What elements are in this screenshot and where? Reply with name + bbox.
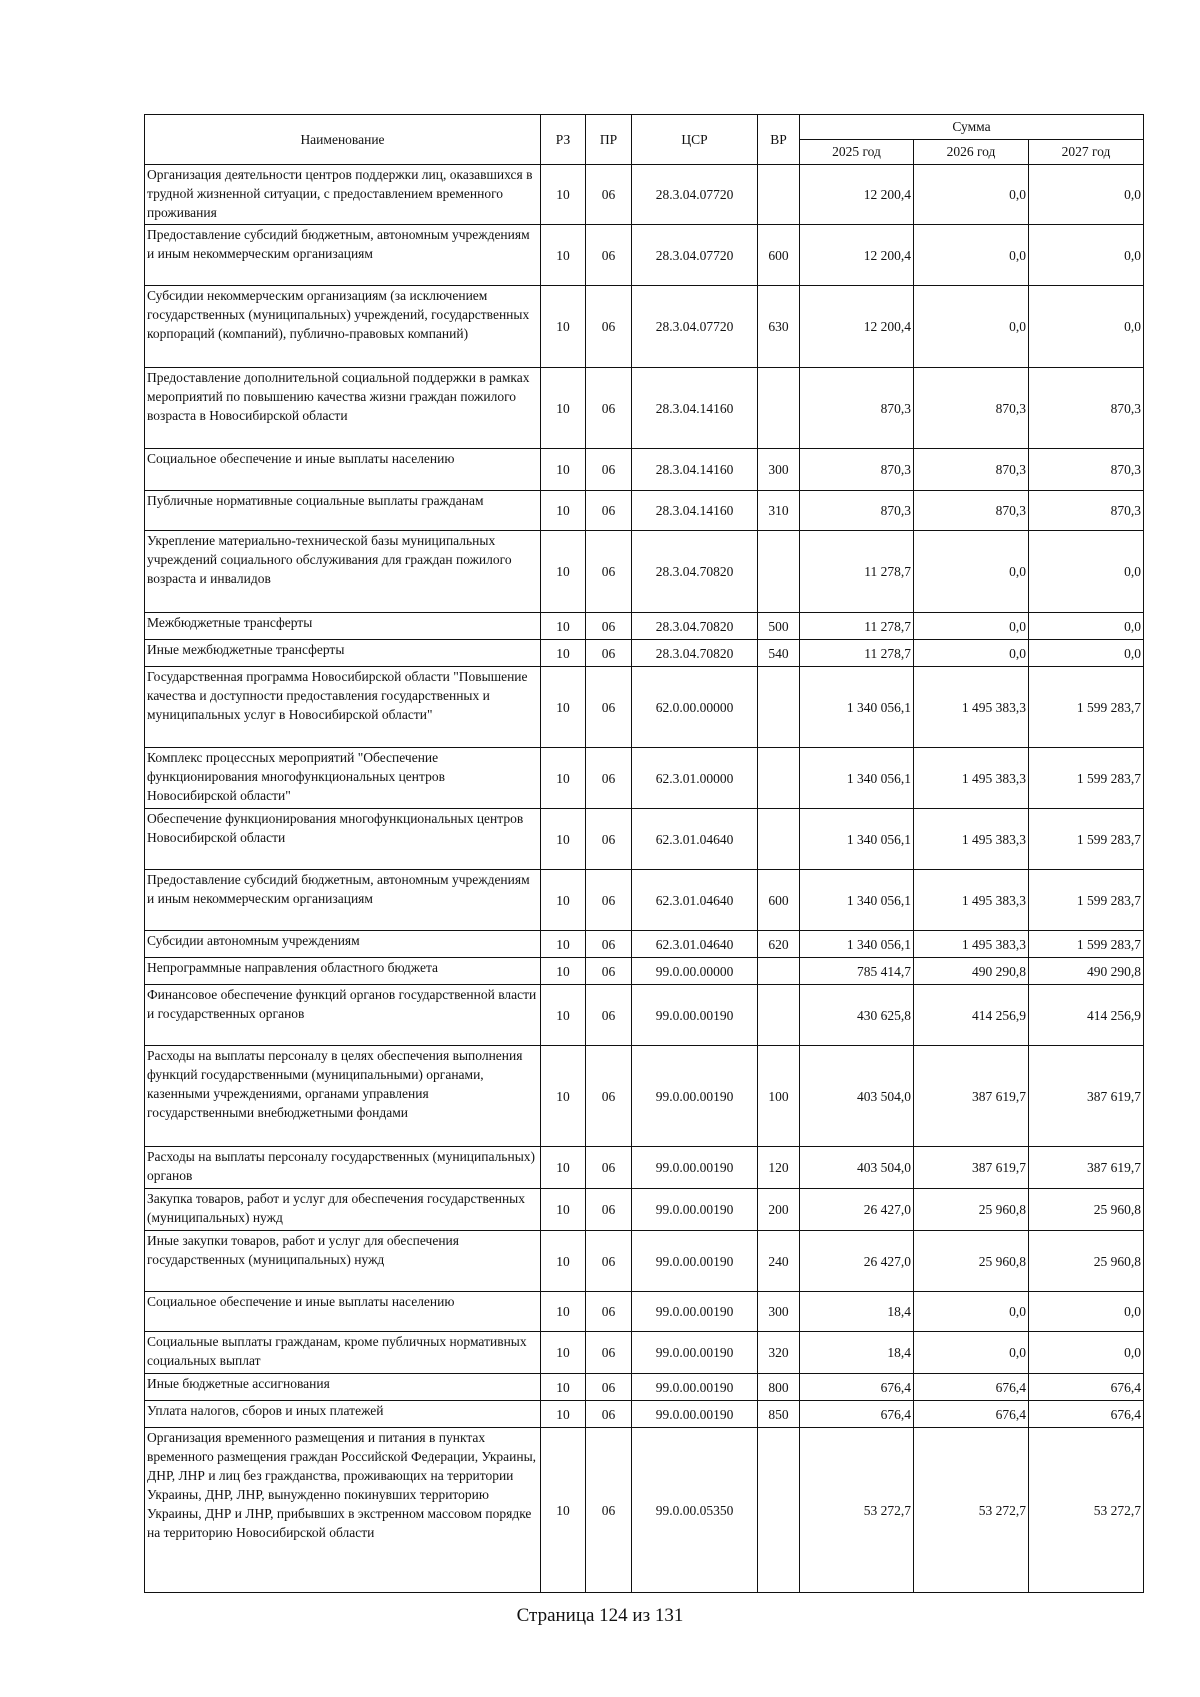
cell-vr: 240 [758,1231,800,1292]
table-row [145,870,1144,931]
table-body [145,165,1144,1593]
cell-name: Уплата налогов, сборов и иных платежей [145,1401,541,1428]
cell-vr: 300 [758,1292,800,1332]
cell-vr [758,809,800,870]
cell-pr: 06 [586,1332,632,1374]
cell-pr: 06 [586,958,632,985]
cell-amount-2026: 870,3 [914,491,1029,531]
cell-amount-2025: 870,3 [800,449,914,491]
cell-amount-2027: 387 619,7 [1029,1147,1144,1189]
cell-csr: 28.3.04.07720 [632,286,758,368]
cell-name: Организация деятельности центров поддержки лиц, оказавшихся в трудной жизненной ситуации, с предоставлением временного проживания [145,165,541,225]
cell-amount-2026: 414 256,9 [914,985,1029,1046]
budget-table [144,114,1144,1593]
cell-amount-2026: 53 272,7 [914,1428,1029,1593]
cell-amount-2027: 676,4 [1029,1401,1144,1428]
cell-pr: 06 [586,640,632,667]
cell-amount-2025: 676,4 [800,1374,914,1401]
cell-csr: 28.3.04.70820 [632,613,758,640]
cell-amount-2026: 0,0 [914,640,1029,667]
cell-rz: 10 [541,449,586,491]
header-vr: ВР [758,115,800,165]
cell-amount-2025: 18,4 [800,1332,914,1374]
cell-rz: 10 [541,286,586,368]
cell-csr: 99.0.00.05350 [632,1428,758,1593]
cell-rz: 10 [541,1231,586,1292]
cell-rz: 10 [541,613,586,640]
table-row [145,958,1144,985]
cell-vr [758,368,800,449]
cell-amount-2025: 403 504,0 [800,1046,914,1147]
cell-amount-2027: 0,0 [1029,165,1144,225]
table-row [145,531,1144,613]
cell-name: Расходы на выплаты персоналу государственных (муниципальных) органов [145,1147,541,1189]
cell-amount-2025: 12 200,4 [800,286,914,368]
cell-csr: 99.0.00.00190 [632,1147,758,1189]
cell-csr: 99.0.00.00190 [632,985,758,1046]
cell-amount-2027: 1 599 283,7 [1029,870,1144,931]
cell-amount-2025: 1 340 056,1 [800,809,914,870]
cell-amount-2025: 11 278,7 [800,531,914,613]
cell-vr: 630 [758,286,800,368]
table-row [145,1292,1144,1332]
cell-amount-2026: 25 960,8 [914,1189,1029,1231]
cell-name: Государственная программа Новосибирской области "Повышение качества и доступности предоставления государственных и муниципальных услуг в Новосибирской области" [145,667,541,748]
cell-vr: 100 [758,1046,800,1147]
cell-amount-2027: 0,0 [1029,613,1144,640]
cell-amount-2025: 1 340 056,1 [800,748,914,809]
cell-name: Социальные выплаты гражданам, кроме публичных нормативных социальных выплат [145,1332,541,1374]
cell-amount-2027: 0,0 [1029,1332,1144,1374]
cell-amount-2025: 1 340 056,1 [800,870,914,931]
cell-name: Публичные нормативные социальные выплаты гражданам [145,491,541,531]
cell-amount-2025: 26 427,0 [800,1231,914,1292]
table-row [145,165,1144,225]
cell-rz: 10 [541,1189,586,1231]
cell-rz: 10 [541,165,586,225]
cell-csr: 99.0.00.00190 [632,1046,758,1147]
cell-pr: 06 [586,225,632,286]
cell-rz: 10 [541,640,586,667]
cell-name: Организация временного размещения и питания в пунктах временного размещения граждан Российской Федерации, Украины, ДНР, ЛНР и лиц без гражданства, проживающих на территории Украины, ДНР, ЛНР, вынужденно покинувших территорию Украины, ДНР и ЛНР, прибывших в экстренном массовом порядке на территорию Новосибирской области [145,1428,541,1593]
cell-csr: 99.0.00.00000 [632,958,758,985]
cell-rz: 10 [541,368,586,449]
cell-name: Иные закупки товаров, работ и услуг для обеспечения государственных (муниципальных) нужд [145,1231,541,1292]
cell-pr: 06 [586,1231,632,1292]
cell-amount-2026: 0,0 [914,165,1029,225]
cell-amount-2026: 0,0 [914,225,1029,286]
header-name: Наименование [145,115,541,165]
cell-amount-2026: 676,4 [914,1374,1029,1401]
table-row [145,449,1144,491]
cell-amount-2027: 25 960,8 [1029,1189,1144,1231]
cell-amount-2027: 53 272,7 [1029,1428,1144,1593]
cell-rz: 10 [541,1374,586,1401]
cell-pr: 06 [586,1401,632,1428]
cell-csr: 28.3.04.07720 [632,225,758,286]
cell-amount-2025: 12 200,4 [800,225,914,286]
cell-amount-2025: 1 340 056,1 [800,931,914,958]
table-row [145,1428,1144,1593]
cell-vr [758,165,800,225]
header-pr: ПР [586,115,632,165]
table-row [145,491,1144,531]
cell-vr [758,531,800,613]
cell-amount-2027: 1 599 283,7 [1029,748,1144,809]
cell-amount-2025: 11 278,7 [800,640,914,667]
cell-pr: 06 [586,748,632,809]
cell-name: Расходы на выплаты персоналу в целях обеспечения выполнения функций государственными (муниципальными) органами, казенными учреждениями, органами управления государственными внебюджетными фондами [145,1046,541,1147]
cell-rz: 10 [541,225,586,286]
table-row [145,809,1144,870]
cell-amount-2026: 1 495 383,3 [914,870,1029,931]
cell-amount-2025: 785 414,7 [800,958,914,985]
cell-amount-2027: 387 619,7 [1029,1046,1144,1147]
cell-rz: 10 [541,931,586,958]
cell-name: Субсидии автономным учреждениям [145,931,541,958]
cell-rz: 10 [541,958,586,985]
cell-name: Предоставление субсидий бюджетным, автономным учреждениям и иным некоммерческим организациям [145,870,541,931]
cell-name: Предоставление субсидий бюджетным, автономным учреждениям и иным некоммерческим организациям [145,225,541,286]
cell-pr: 06 [586,1046,632,1147]
cell-vr: 850 [758,1401,800,1428]
cell-pr: 06 [586,613,632,640]
cell-pr: 06 [586,870,632,931]
cell-pr: 06 [586,1147,632,1189]
table-row [145,640,1144,667]
cell-vr: 120 [758,1147,800,1189]
header-sum: Сумма [800,115,1144,140]
table-row [145,286,1144,368]
cell-name: Финансовое обеспечение функций органов государственной власти и государственных органов [145,985,541,1046]
cell-amount-2027: 0,0 [1029,225,1144,286]
cell-csr: 99.0.00.00190 [632,1189,758,1231]
cell-csr: 99.0.00.00190 [632,1231,758,1292]
cell-vr [758,748,800,809]
cell-vr: 540 [758,640,800,667]
cell-amount-2026: 490 290,8 [914,958,1029,985]
cell-csr: 28.3.04.70820 [632,640,758,667]
cell-amount-2026: 387 619,7 [914,1046,1029,1147]
cell-vr: 800 [758,1374,800,1401]
cell-pr: 06 [586,449,632,491]
cell-pr: 06 [586,368,632,449]
cell-amount-2025: 26 427,0 [800,1189,914,1231]
table-row [145,1374,1144,1401]
cell-vr: 600 [758,225,800,286]
cell-pr: 06 [586,531,632,613]
cell-name: Укрепление материально-технической базы муниципальных учреждений социального обслуживания для граждан пожилого возраста и инвалидов [145,531,541,613]
cell-rz: 10 [541,667,586,748]
cell-amount-2026: 676,4 [914,1401,1029,1428]
cell-amount-2025: 18,4 [800,1292,914,1332]
table-row [145,1147,1144,1189]
cell-amount-2027: 0,0 [1029,531,1144,613]
cell-amount-2026: 1 495 383,3 [914,667,1029,748]
cell-csr: 99.0.00.00190 [632,1332,758,1374]
cell-amount-2027: 0,0 [1029,1292,1144,1332]
cell-amount-2026: 25 960,8 [914,1231,1029,1292]
table-row [145,667,1144,748]
cell-vr [758,958,800,985]
cell-amount-2027: 0,0 [1029,640,1144,667]
cell-amount-2026: 0,0 [914,531,1029,613]
cell-name: Субсидии некоммерческим организациям (за исключением государственных (муниципальных) учреждений, государственных корпораций (компаний), публично-правовых компаний) [145,286,541,368]
table-row [145,1332,1144,1374]
cell-vr: 310 [758,491,800,531]
cell-csr: 62.0.00.00000 [632,667,758,748]
cell-pr: 06 [586,1292,632,1332]
cell-rz: 10 [541,491,586,531]
header-year-2025: 2025 год [800,140,914,165]
cell-rz: 10 [541,809,586,870]
cell-amount-2026: 870,3 [914,368,1029,449]
cell-vr: 500 [758,613,800,640]
cell-name: Социальное обеспечение и иные выплаты населению [145,449,541,491]
cell-amount-2027: 1 599 283,7 [1029,667,1144,748]
header-year-2026: 2026 год [914,140,1029,165]
cell-amount-2026: 0,0 [914,613,1029,640]
page-number: Страница 124 из 131 [516,1605,684,1626]
cell-pr: 06 [586,1189,632,1231]
cell-name: Комплекс процессных мероприятий "Обеспечение функционирования многофункциональных центров Новосибирской области" [145,748,541,809]
cell-amount-2025: 676,4 [800,1401,914,1428]
cell-amount-2026: 1 495 383,3 [914,809,1029,870]
cell-rz: 10 [541,1428,586,1593]
cell-amount-2025: 1 340 056,1 [800,667,914,748]
cell-vr: 300 [758,449,800,491]
cell-amount-2027: 870,3 [1029,449,1144,491]
cell-rz: 10 [541,1292,586,1332]
cell-rz: 10 [541,1046,586,1147]
cell-csr: 28.3.04.14160 [632,449,758,491]
cell-name: Предоставление дополнительной социальной поддержки в рамках мероприятий по повышению качества жизни граждан пожилого возраста в Новосибирской области [145,368,541,449]
cell-rz: 10 [541,748,586,809]
table-row [145,931,1144,958]
cell-amount-2027: 1 599 283,7 [1029,931,1144,958]
cell-pr: 06 [586,985,632,1046]
table-row [145,1401,1144,1428]
cell-name: Иные бюджетные ассигнования [145,1374,541,1401]
cell-amount-2027: 870,3 [1029,368,1144,449]
cell-csr: 62.3.01.04640 [632,870,758,931]
cell-amount-2026: 0,0 [914,286,1029,368]
cell-amount-2027: 870,3 [1029,491,1144,531]
table-row [145,748,1144,809]
cell-pr: 06 [586,491,632,531]
cell-vr [758,667,800,748]
cell-name: Иные межбюджетные трансферты [145,640,541,667]
cell-amount-2026: 387 619,7 [914,1147,1029,1189]
cell-rz: 10 [541,1401,586,1428]
table-row [145,1189,1144,1231]
cell-csr: 28.3.04.70820 [632,531,758,613]
cell-amount-2027: 414 256,9 [1029,985,1144,1046]
table-row [145,225,1144,286]
table-row [145,1046,1144,1147]
cell-csr: 99.0.00.00190 [632,1292,758,1332]
cell-pr: 06 [586,931,632,958]
cell-rz: 10 [541,531,586,613]
cell-csr: 28.3.04.07720 [632,165,758,225]
cell-csr: 62.3.01.04640 [632,809,758,870]
cell-rz: 10 [541,985,586,1046]
cell-amount-2025: 430 625,8 [800,985,914,1046]
cell-csr: 99.0.00.00190 [632,1401,758,1428]
cell-pr: 06 [586,1374,632,1401]
cell-amount-2025: 870,3 [800,491,914,531]
table-row [145,1231,1144,1292]
cell-rz: 10 [541,1147,586,1189]
cell-amount-2025: 53 272,7 [800,1428,914,1593]
cell-pr: 06 [586,667,632,748]
header-rz: РЗ [541,115,586,165]
cell-csr: 28.3.04.14160 [632,368,758,449]
cell-amount-2026: 1 495 383,3 [914,931,1029,958]
cell-name: Социальное обеспечение и иные выплаты населению [145,1292,541,1332]
cell-amount-2026: 1 495 383,3 [914,748,1029,809]
header-csr: ЦСР [632,115,758,165]
cell-rz: 10 [541,870,586,931]
cell-rz: 10 [541,1332,586,1374]
cell-amount-2027: 1 599 283,7 [1029,809,1144,870]
cell-name: Непрограммные направления областного бюджета [145,958,541,985]
cell-pr: 06 [586,809,632,870]
cell-amount-2027: 0,0 [1029,286,1144,368]
table-row [145,985,1144,1046]
header-year-2027: 2027 год [1029,140,1144,165]
cell-vr: 620 [758,931,800,958]
cell-pr: 06 [586,286,632,368]
cell-amount-2027: 490 290,8 [1029,958,1144,985]
cell-vr: 320 [758,1332,800,1374]
cell-pr: 06 [586,1428,632,1593]
cell-vr: 200 [758,1189,800,1231]
cell-amount-2025: 11 278,7 [800,613,914,640]
cell-amount-2025: 870,3 [800,368,914,449]
cell-amount-2026: 0,0 [914,1292,1029,1332]
table-row [145,613,1144,640]
cell-pr: 06 [586,165,632,225]
cell-amount-2026: 870,3 [914,449,1029,491]
cell-csr: 62.3.01.00000 [632,748,758,809]
cell-amount-2025: 12 200,4 [800,165,914,225]
cell-amount-2027: 25 960,8 [1029,1231,1144,1292]
cell-amount-2025: 403 504,0 [800,1147,914,1189]
cell-name: Обеспечение функционирования многофункциональных центров Новосибирской области [145,809,541,870]
cell-csr: 28.3.04.14160 [632,491,758,531]
cell-vr [758,1428,800,1593]
cell-amount-2026: 0,0 [914,1332,1029,1374]
cell-name: Закупка товаров, работ и услуг для обеспечения государственных (муниципальных) нужд [145,1189,541,1231]
cell-vr [758,985,800,1046]
cell-amount-2027: 676,4 [1029,1374,1144,1401]
table-row [145,368,1144,449]
cell-csr: 62.3.01.04640 [632,931,758,958]
cell-csr: 99.0.00.00190 [632,1374,758,1401]
cell-name: Межбюджетные трансферты [145,613,541,640]
cell-vr: 600 [758,870,800,931]
